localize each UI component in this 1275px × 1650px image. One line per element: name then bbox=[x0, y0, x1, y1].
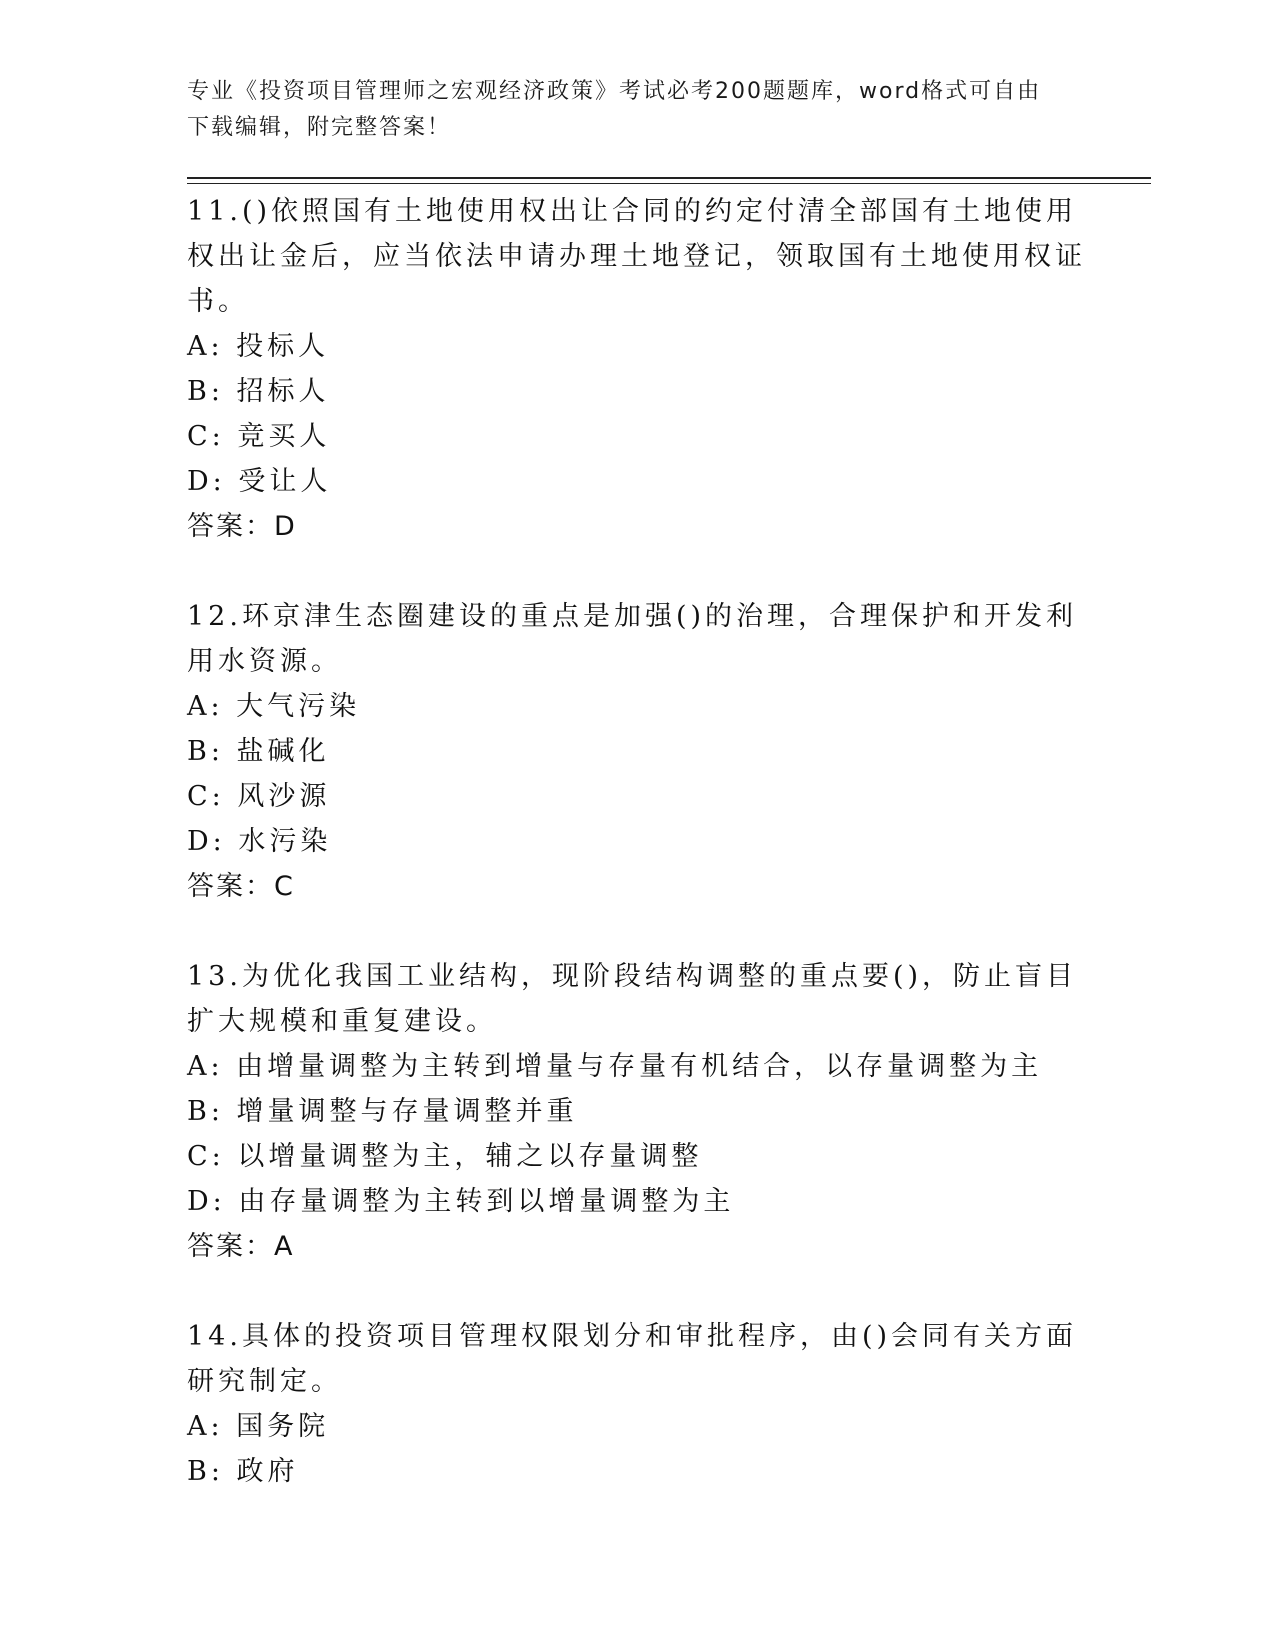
option-b: B: 盐碱化 bbox=[187, 736, 330, 767]
answer: 答案：C bbox=[187, 871, 295, 902]
option-b: B: 增量调整与存量调整并重 bbox=[187, 1096, 578, 1127]
header-line-2: 下载编辑，附完整答案！ bbox=[187, 115, 452, 140]
option-c: C: 风沙源 bbox=[187, 781, 331, 812]
option-a: A: 由增量调整为主转到增量与存量有机结合，以存量调整为主 bbox=[187, 1051, 1043, 1082]
option-c: C: 以增量调整为主，辅之以存量调整 bbox=[187, 1141, 703, 1172]
option-b: B: 招标人 bbox=[187, 376, 330, 407]
option-a: A: 投标人 bbox=[187, 331, 330, 362]
question-stem: 14.具体的投资项目管理权限划分和审批程序，由()会同有关方面研究制定。 bbox=[187, 1321, 1078, 1397]
question-list bbox=[187, 189, 1087, 1494]
option-d: D: 受让人 bbox=[187, 466, 332, 497]
question-11 bbox=[187, 189, 1087, 549]
header-divider-thick bbox=[187, 177, 1151, 179]
question-14 bbox=[187, 1314, 1087, 1494]
question-spacer bbox=[187, 549, 1087, 594]
option-b: B: 政府 bbox=[187, 1456, 299, 1487]
question-spacer bbox=[187, 909, 1087, 954]
question-stem: 13.为优化我国工业结构，现阶段结构调整的重点要()，防止盲目扩大规模和重复建设。 bbox=[187, 961, 1078, 1037]
question-stem: 12.环京津生态圈建设的重点是加强()的治理，合理保护和开发利用水资源。 bbox=[187, 601, 1078, 677]
option-d: D: 由存量调整为主转到以增量调整为主 bbox=[187, 1186, 735, 1217]
question-stem: 11.()依照国有土地使用权出让合同的约定付清全部国有土地使用权出让金后，应当依法申请办理土地登记，领取国有土地使用权证书。 bbox=[187, 196, 1086, 317]
question-12 bbox=[187, 594, 1087, 909]
option-d: D: 水污染 bbox=[187, 826, 332, 857]
answer: 答案：A bbox=[187, 1231, 295, 1262]
question-spacer bbox=[187, 1269, 1087, 1314]
option-c: C: 竞买人 bbox=[187, 421, 331, 452]
option-a: A: 国务院 bbox=[187, 1411, 330, 1442]
header-line-1: 专业《投资项目管理师之宏观经济政策》考试必考200题题库，word格式可自由 bbox=[187, 79, 1042, 104]
option-a: A: 大气污染 bbox=[187, 691, 361, 722]
document-header bbox=[187, 74, 1067, 146]
answer: 答案：D bbox=[187, 511, 297, 542]
header-divider-thin bbox=[187, 183, 1151, 184]
question-13 bbox=[187, 954, 1087, 1269]
